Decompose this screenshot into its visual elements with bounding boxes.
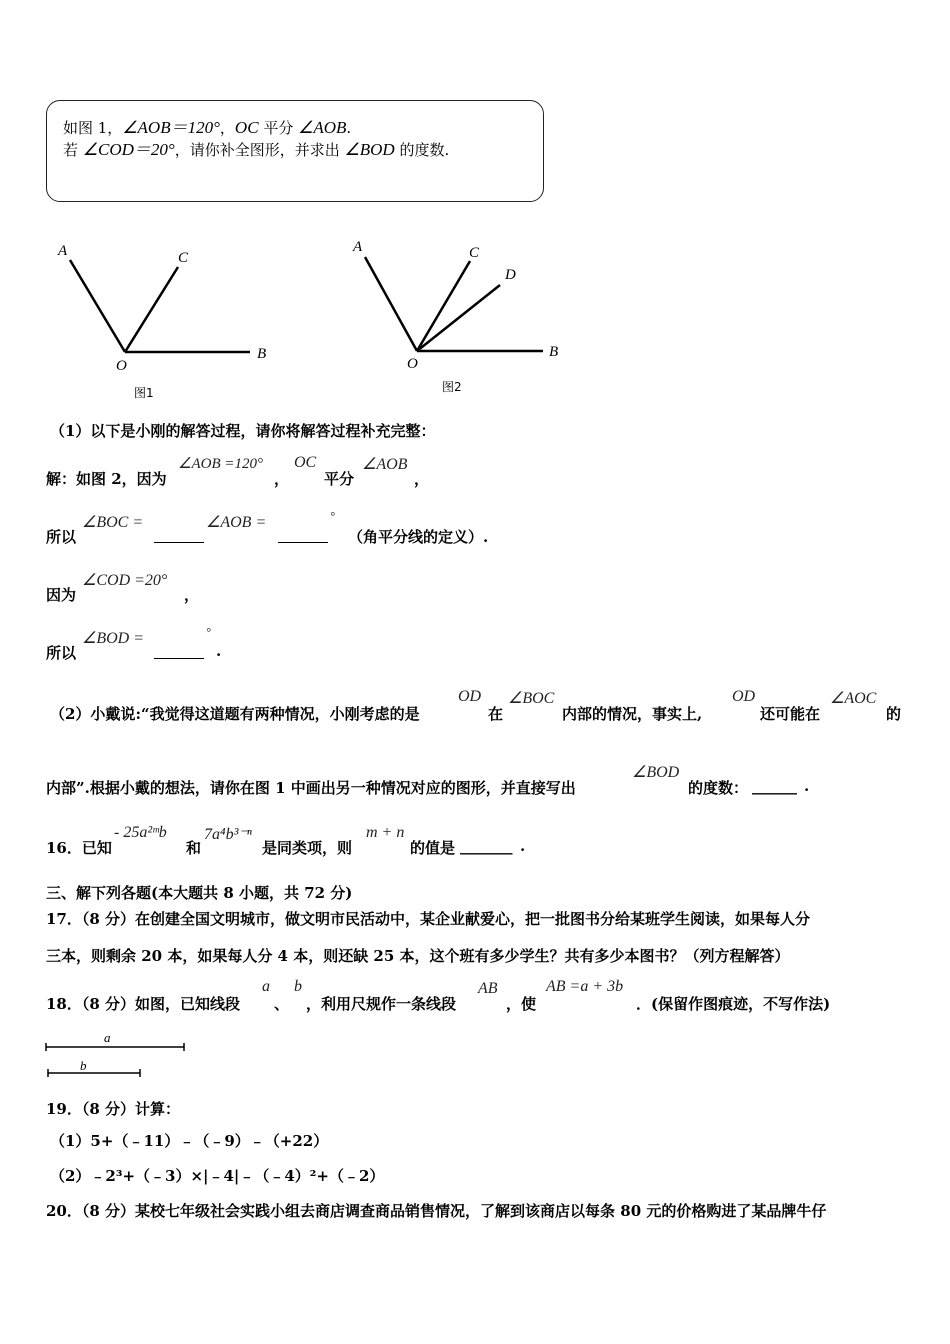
text: 所以 — [46, 528, 77, 546]
math-oc: OC — [294, 454, 317, 471]
part1-line-d — [46, 625, 926, 668]
math-ab: AB — [478, 980, 498, 997]
text: 平分 — [324, 470, 355, 488]
segment-a-label: a — [104, 1030, 111, 1045]
section-3-heading: 三、解下列各题(本大题共 8 小题，共 72 分) — [46, 884, 353, 902]
label-c: C — [469, 245, 480, 261]
question-18 — [46, 978, 906, 1018]
blank-boc-fraction[interactable] — [154, 542, 204, 543]
part2-line-1 — [46, 688, 906, 728]
math-angle-aoc: ∠AOC — [830, 690, 877, 707]
text: 平分 — [258, 119, 299, 137]
text: （2）小戴说:“我觉得这道题有两种情况，小刚考虑的是 — [50, 705, 420, 723]
math-angle-aob: ∠AOB＝120° — [122, 118, 220, 137]
question-20-line-1: 20．（8 分）某校七年级社会实践小组去商店调查商品销售情况，了解到该商店以每条 80 元的价格购进了某品牌牛仔 — [46, 1202, 827, 1220]
problem-box — [46, 100, 544, 202]
blank-boc-value[interactable] — [278, 542, 328, 543]
text: 解：如图 2，因为 — [46, 470, 167, 488]
question-16 — [46, 822, 906, 862]
label-c: C — [178, 250, 189, 266]
answer-blank[interactable]: ______ — [752, 777, 797, 795]
math-angle-aob: ∠AOB — [298, 118, 347, 137]
part2-line-2 — [46, 762, 906, 802]
part1-line-c — [46, 570, 926, 610]
answer-blank[interactable]: _______ — [460, 837, 513, 855]
ray-oa — [70, 260, 125, 352]
math-angle-bod: ∠BOD = — [82, 630, 145, 647]
ray-od — [417, 285, 500, 351]
label-o: O — [407, 356, 418, 372]
text: ， — [274, 470, 290, 488]
text: ， — [219, 119, 235, 137]
text: 的度数. — [394, 141, 450, 159]
question-17-line-1: 17．（8 分）在创建全国文明城市，做文明市民活动中，某企业献爱心，把一批图书分给某班学生阅读，如果每人分 — [46, 910, 811, 928]
text: 是同类项，则 — [262, 839, 353, 857]
degree-mark: ° — [330, 509, 335, 523]
text: ， — [414, 470, 430, 488]
text: 18．（8 分）如图，已知线段 — [46, 995, 241, 1013]
math-angle-boc: ∠BOC — [508, 690, 555, 707]
problem-line-2 — [63, 135, 449, 160]
degree-mark: ° — [206, 625, 211, 639]
figure-2 — [345, 235, 575, 400]
segments-figure — [42, 1030, 202, 1082]
math-a: a — [262, 978, 270, 995]
text: 所以 — [46, 644, 77, 662]
text: 因为 — [46, 586, 77, 604]
math-angle-cod: ∠COD =20° — [82, 572, 168, 589]
math-angle-boc: ∠BOC = — [82, 514, 144, 531]
text: . — [520, 837, 526, 855]
text: 和 — [186, 839, 202, 857]
text: 如图 1， — [63, 119, 123, 137]
math-oc: OC — [234, 118, 259, 137]
blank-bod-value[interactable] — [154, 658, 204, 659]
text: 16．已知 — [46, 839, 112, 857]
math-angle-cod: ∠COD＝20° — [82, 140, 175, 159]
text: 若 — [63, 141, 83, 159]
ray-oa — [365, 257, 417, 351]
text: 内部的情况，事实上, — [562, 705, 703, 723]
part1-line-b — [46, 509, 926, 552]
question-19-heading: 19．（8 分）计算： — [46, 1100, 181, 1118]
segment-b-label: b — [80, 1058, 87, 1073]
math-od: OD — [458, 688, 482, 705]
math-angle-aob: ∠AOB — [362, 456, 408, 473]
question-17-line-2: 三本，则剩余 20 本，如果每人分 4 本，则还缺 25 本，这个班有多少学生？共有多少本图书？（列方程解答） — [46, 947, 790, 965]
text: 内部”.根据小戴的想法，请你在图 1 中画出另一种情况对应的图形，并直接写出 — [46, 779, 576, 797]
part1-line-a — [46, 452, 926, 492]
question-19-item-1: （1）5+（﹣11）﹣（﹣9）﹣（+22） — [50, 1132, 329, 1150]
math-term-2: 7a⁴b³⁻ⁿ — [204, 826, 252, 843]
text: ，请你补全图形，并求出 — [174, 141, 345, 159]
math-angle-bod: ∠BOD — [344, 140, 395, 159]
caption-figure-2: 图2 — [442, 380, 462, 394]
text: ，使 — [506, 995, 537, 1013]
label-a: A — [58, 243, 68, 259]
math-m-plus-n: m + n — [366, 824, 405, 841]
text: 的度数： — [688, 779, 749, 797]
text: . — [216, 642, 222, 660]
text: ，利用尺规作一条线段 — [306, 995, 457, 1013]
math-angle-aob-120: ∠AOB =120° — [178, 456, 263, 472]
figure-1 — [50, 235, 290, 405]
ray-oc — [417, 261, 470, 351]
text: ．(保留作图痕迹，不写作法) — [636, 995, 831, 1013]
text: （角平分线的定义）. — [348, 528, 489, 546]
text: 、 — [274, 995, 290, 1013]
ray-oc — [125, 267, 178, 352]
text: . — [804, 777, 810, 795]
part1-heading: （1）以下是小刚的解答过程，请你将解答过程补充完整： — [50, 422, 436, 440]
label-b: B — [257, 346, 267, 362]
label-a: A — [353, 239, 363, 255]
text: 在 — [488, 705, 504, 723]
label-o: O — [116, 358, 127, 374]
text: 还可能在 — [760, 705, 821, 723]
math-ab-equation: AB =a + 3b — [546, 978, 624, 995]
label-d: D — [505, 267, 516, 283]
math-term-1: - 25a²ᵐb — [114, 824, 167, 841]
question-19-item-2: （2）﹣2³+（﹣3）×|﹣4|﹣（﹣4）²+（﹣2） — [50, 1167, 385, 1185]
math-angle-bod: ∠BOD — [632, 764, 680, 781]
caption-figure-1: 图1 — [134, 386, 154, 400]
text: 的 — [886, 705, 902, 723]
text: ， — [184, 586, 200, 604]
math-b: b — [294, 978, 302, 995]
label-b: B — [549, 344, 559, 360]
math-od: OD — [732, 688, 756, 705]
text: . — [346, 119, 352, 137]
math-angle-aob: ∠AOB = — [206, 514, 267, 531]
text: 的值是 — [410, 839, 456, 857]
